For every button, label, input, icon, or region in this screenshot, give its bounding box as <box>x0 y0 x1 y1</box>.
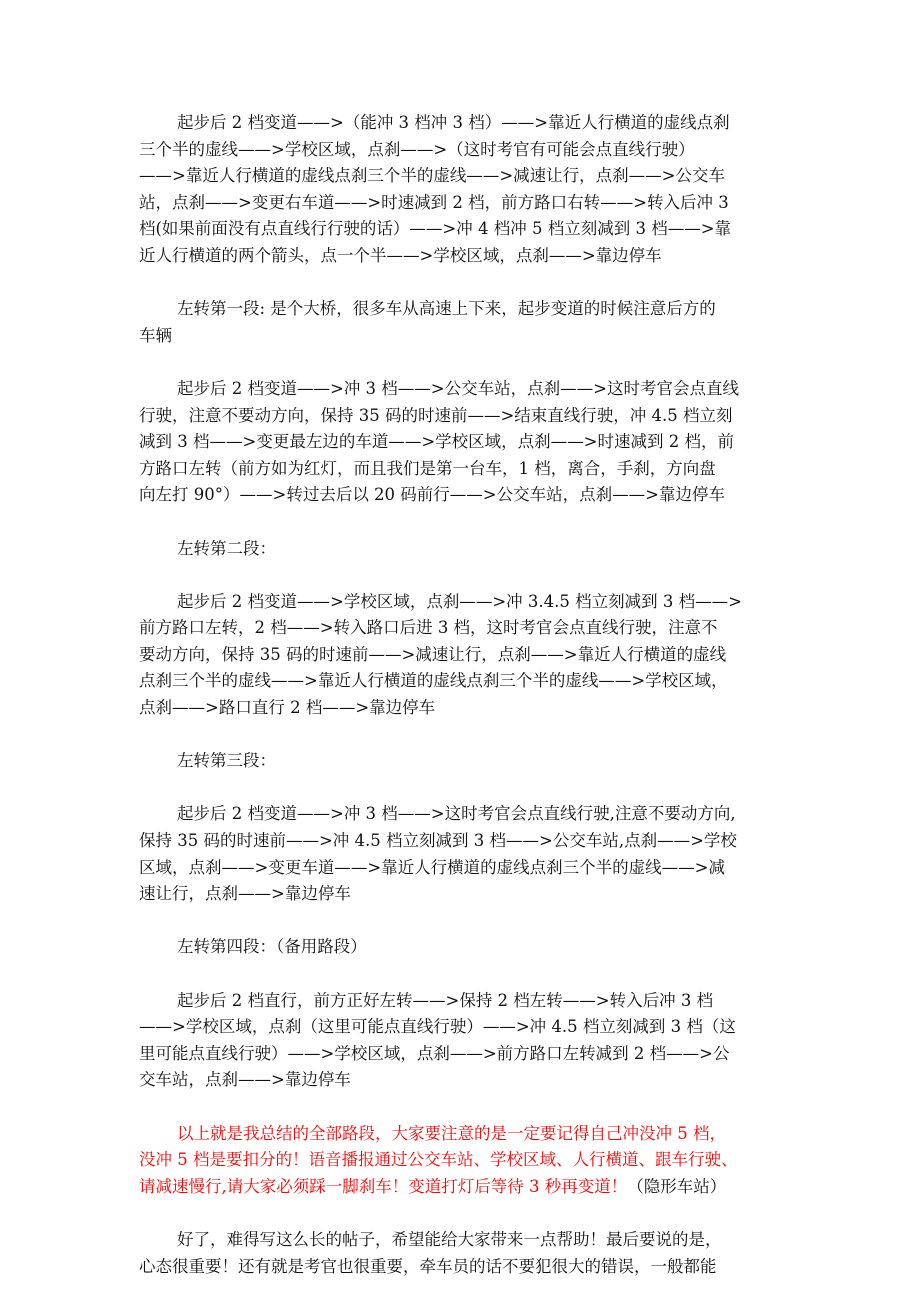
paragraph-left-turn-2-heading <box>139 536 789 563</box>
paragraph-left-turn-3-heading <box>139 748 789 775</box>
paragraph-left-turn-1-route <box>139 376 789 509</box>
text-line: 点刹——>路口直行 2 档——>靠边停车 <box>139 698 436 718</box>
text-line: 以上就是我总结的全部路段，大家要注意的是一定要记得自己冲没冲 5 档， <box>177 1123 726 1143</box>
text-line: 里可能点直线行驶）——>学校区域，点刹——>前方路口左转减到 2 档——>公 <box>139 1043 730 1063</box>
text-line: 左转第一段: 是个大桥，很多车从高速上下来，起步变道的时候注意后方的 <box>177 299 716 319</box>
text-line: 起步后 2 档变道——>（能冲 3 档冲 3 档）——>靠近人行横道的虚线点刹 <box>177 113 730 132</box>
text-line: 前方路口左转，2 档——>转入路口后进 3 档，这时考官会点直线行驶，注意不 <box>139 618 718 638</box>
text-line: 站，点刹——>变更右车道——>时速减到 2 档，前方路口右转——>转入后冲 3 <box>139 192 729 212</box>
text-line: 好了，难得写这么长的帖子，希望能给大家带来一点帮助！最后要说的是， <box>177 1229 722 1249</box>
text-line: ——>学校区域，点刹（这里可能点直线行驶）——>冲 4.5 档立刻减到 3 档（这 <box>139 1017 736 1037</box>
paragraph-left-turn-4-route <box>139 988 789 1094</box>
text-line: 交车站，点刹——>靠边停车 <box>139 1070 351 1090</box>
text-line: 区域，点刹——>变更车道——>靠近人行横道的虚线点刹三个半的虚线——>减 <box>139 857 725 877</box>
text-line: 起步后 2 档变道——>冲 3 档——>公交车站，点刹——>这时考官会点直线 <box>177 378 739 398</box>
highlight-summary-paragraph <box>139 1121 789 1201</box>
text-line <box>139 1174 789 1201</box>
text-line: 近人行横道的两个箭头，点一个半——>学校区域，点刹——>靠边停车 <box>139 245 662 265</box>
text-line: 三个半的虚线——>学校区域，点刹——>（这时考官有可能会点直线行驶） <box>139 139 695 159</box>
paragraph-left-turn-2-route <box>139 589 789 722</box>
paragraph-left-turn-1-heading <box>139 296 789 349</box>
text-line: 左转第三段： <box>177 751 276 771</box>
text-line: 速让行，点刹——>靠边停车 <box>139 884 351 904</box>
paragraph-left-turn-3-route <box>139 801 789 907</box>
text-line: 档(如果前面没有点直线行行驶的话）——>冲 4 档冲 5 档立刻减到 3 档——>靠 <box>139 219 732 239</box>
text-line: 起步后 2 档直行，前方正好左转——>保持 2 档左转——>转入后冲 3 档 <box>177 990 714 1010</box>
text-line: 方路口左转（前方如为红灯，而且我们是第一台车，1 档，离合，手刹，方向盘 <box>139 458 716 478</box>
text-line: ——>靠近人行横道的虚线点刹三个半的虚线——>减速让行，点刹——>公交车 <box>139 166 725 186</box>
text-line: 没冲 5 档是要扣分的！语音播报通过公交车站、学校区域、人行横道、跟车行驶、 <box>139 1150 738 1170</box>
text-line: 减到 3 档——>变更最左边的车道——>学校区域，点刹——>时速减到 2 档，前 <box>139 432 734 452</box>
text-line: 要动方向，保持 35 码的时速前——>减速让行，点刹——>靠近人行横道的虚线 <box>139 644 727 664</box>
paragraph-left-turn-4-heading <box>139 934 789 961</box>
paragraph-route-1 <box>139 110 789 270</box>
text-line: 行驶，注意不要动方向，保持 35 码的时速前——>结束直线行驶，冲 4.5 档立刻 <box>139 405 733 425</box>
text-line: 向左打 90°）——>转过去后以 20 码前行——>公交车站，点刹——>靠边停车 <box>139 485 725 505</box>
text-line: 左转第二段： <box>177 538 276 558</box>
text-line: 车辆 <box>139 325 172 345</box>
text-line: 起步后 2 档变道——>冲 3 档——>这时考官会点直线行驶,注意不要动方向, <box>177 804 736 824</box>
closing-paragraph <box>139 1227 789 1280</box>
highlight-text: 请减速慢行,请大家必须踩一脚刹车！变道打灯后等待 3 秒再变道！ <box>139 1176 628 1196</box>
document-body <box>139 110 789 1307</box>
text-line: 心态很重要！还有就是考官也很重要，牵车员的话不要犯很大的错误，一般都能 <box>139 1256 717 1276</box>
text-line: 起步后 2 档变道——>学校区域，点刹——>冲 3.4.5 档立刻减到 3 档——> <box>177 591 742 611</box>
highlight-tail: （隐形车站） <box>627 1176 727 1196</box>
text-line: 点刹三个半的虚线——>靠近人行横道的虚线点刹三个半的虚线——>学校区域， <box>139 671 728 691</box>
text-line: 左转第四段：（备用路段） <box>177 937 367 957</box>
text-line: 保持 35 码的时速前——>冲 4.5 档立刻减到 3 档——>公交车站,点刹——>学校 <box>139 831 737 851</box>
